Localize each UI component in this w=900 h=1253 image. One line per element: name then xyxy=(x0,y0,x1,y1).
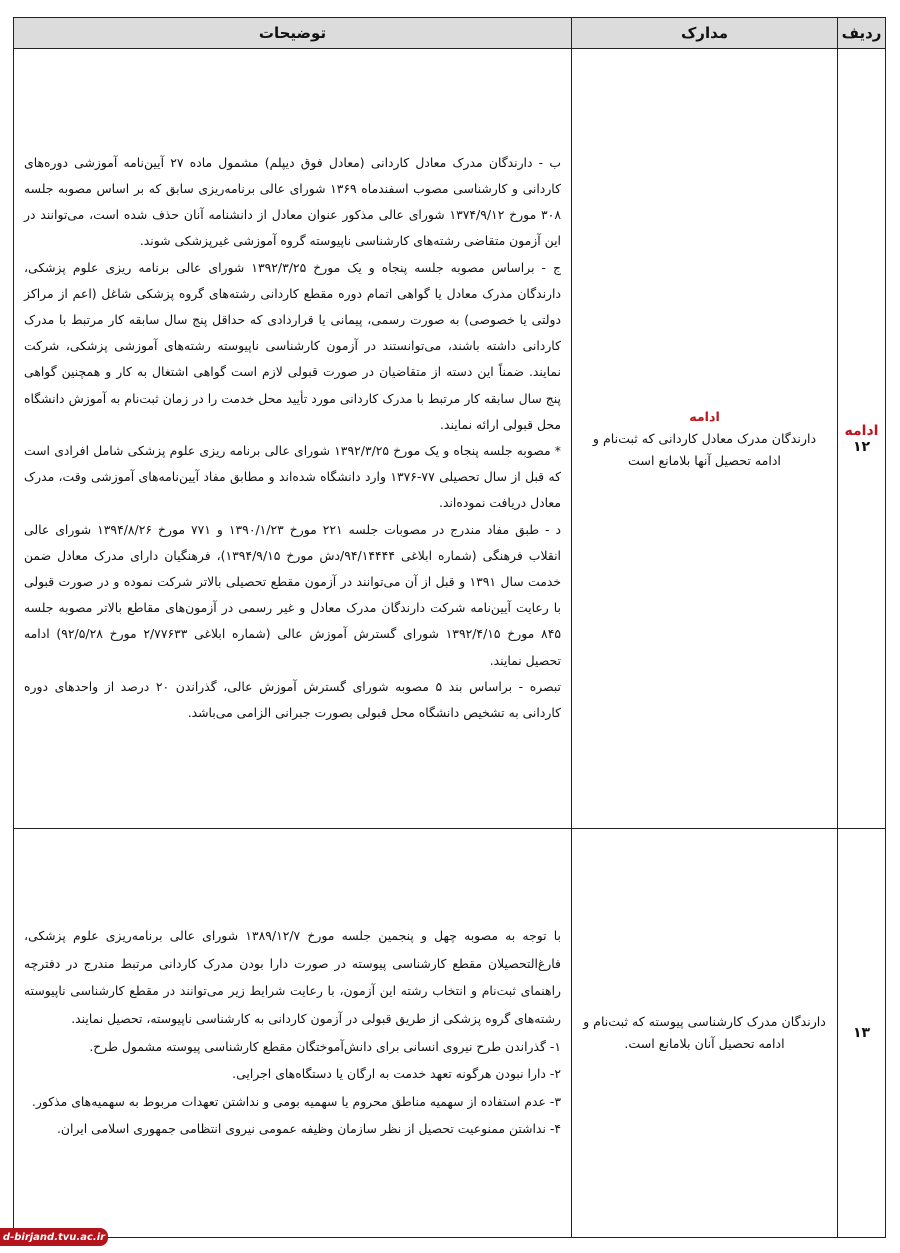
condition-2: ۲- دارا نبودن هرگونه تعهد خدمت به ارگان یا دستگاه‌های اجرایی. xyxy=(232,1066,561,1082)
documents-text: دارندگان مدرک معادل کاردانی که ثبت‌نام و ادامه تحصیل آنها بلامانع است xyxy=(592,430,817,468)
paragraph-tabsare: تبصره - براساس بند ۵ مصوبه شورای گسترش آموزش عالی، گذراندن ۲۰ درصد از واحدهای دوره کاردانی به تشخیص دانشگاه محل قبولی بصورت جبرانی الزامی می‌باشد. xyxy=(24,678,562,721)
table-header-row xyxy=(14,18,886,49)
paragraph-d: د - طبق مفاد مندرج در مصوبات جلسه ۲۲۱ مورخ ۱۳۹۰/۱/۲۳ و ۷۷۱ مورخ ۱۳۹۴/۸/۲۶ شورای عالی انقلاب فرهنگی (شماره ابلاغی ۹۴/۱۴۴۴۴/دش مورخ ۱۳۹۴/۹/۱۵)، فرهنگیان دارای مدرک معادل ضمن خدمت سال ۱۳۹۱ و قبل از آن می‌توانند در آزمون مقطع تحصیلی بالاتر شرکت نموده و در صورت قبولی با رعایت آیین‌نامه شرکت دارندگان مدرک معادل و غیر رسمی در آزمون‌های مقاطع بالاتر مصوبه جلسه ۸۴۵ مورخ ۱۳۹۲/۴/۱۵ شورای گسترش آموزش عالی (شماره ابلاغی ۲/۷۷۶۳۳ مورخ ۹۲/۵/۲۸) ادامه تحصیل نمایند. xyxy=(24,521,562,668)
header-row-number: ردیف xyxy=(838,18,886,49)
paragraph-intro: با توجه به مصوبه چهل و پنجمین جلسه مورخ ۱۳۸۹/۱۲/۷ شورای عالی برنامه‌ریزی علوم پزشکی، فارغ‌التحصیلان مقطع کارشناسی پیوسته در صورت دارا بودن مدرک کاردانی مرتبط مندرج در دفترچه راهنمای ثبت‌نام و انتخاب رشته این آزمون، با رعایت شرایط زیر می‌توانند در مقطع کارشناسی ناپیوسته رشته‌های گروه پزشکی از طریق قبولی در آزمون کاردانی به کارشناسی ناپیوسته، تحصیل نمایند. xyxy=(24,928,561,1026)
documents-cell xyxy=(572,829,838,1238)
documents-cell xyxy=(572,49,838,829)
paragraph-j: ج - براساس مصوبه جلسه پنجاه و یک مورخ ۱۳۹۲/۳/۲۵ شورای عالی برنامه ریزی علوم پزشکی، دارندگان مدرک معادل یا گواهی اتمام دوره مقطع کاردانی رشته‌های گروه پزشکی شاغل (اعم از مراکز دولتی یا خصوصی) به صورت رسمی، پیمانی یا قراردادی که حداقل پنج سال سابقه کار مرتبط با مدرک کاردانی داشته باشند، می‌توانستند در آزمون کارشناسی ناپیوسته رشته‌های آموزشی پزشکی، شرکت نمایند. ضمناً این دسته از متقاضیان در صورت قبولی لازم است گواهی اشتغال به کار و همچنین گواهی پنج سال سابقه کار مرتبط با مدرک کاردانی مورد تأیید محل خدمت را در زمان ثبت‌نام به آموزش دانشگاه محل قبولی ارائه نمایند. xyxy=(24,259,561,432)
paragraph-note: * مصوبه جلسه پنجاه و یک مورخ ۱۳۹۲/۳/۲۵ شورای عالی برنامه ریزی علوم پزشکی شامل افرادی است که قبل از سال تحصیلی ۷۷-۱۳۷۶ وارد دانشگاه شده‌اند و مطابق مفاد آیین‌نامه‌های آموزشی وقت، مدرک معادل دریافت نموده‌اند. xyxy=(24,443,561,511)
table-row-12 xyxy=(14,49,886,829)
documents-text: دارندگان مدرک کارشناسی پیوسته که ثبت‌نام و ادامه تحصیل آنان بلامانع است. xyxy=(583,1014,826,1051)
header-description: توضیحات xyxy=(14,18,572,49)
paragraph-b: ب - دارندگان مدرک معادل کاردانی (معادل فوق دیپلم) مشمول ماده ۲۷ آیین‌نامه آموزشی دوره‌های کاردانی و کارشناسی مصوب اسفندماه ۱۳۶۹ شورای عالی برنامه‌ریزی سابق که بر اساس مصوبه جلسه ۳۰۸ مورخ ۱۳۷۴/۹/۱۲ شورای عالی مذکور عنوان معادل از دانشنامه آنان حذف شده است، می‌توانند در این آزمون متقاضی رشته‌های کارشناسی ناپیوسته گروه آموزشی غیرپزشکی شوند. xyxy=(24,154,561,249)
header-documents: مدارک xyxy=(572,18,838,49)
admission-requirements-table xyxy=(13,17,886,1238)
row-number-cell xyxy=(838,49,886,829)
condition-4: ۴- نداشتن ممنوعیت تحصیل از نظر سازمان وظیفه عمومی نیروی انتظامی جمهوری اسلامی ایران. xyxy=(56,1121,561,1137)
description-cell xyxy=(14,49,572,829)
condition-3: ۳- عدم استفاده از سهمیه مناطق محروم یا سهمیه بومی و نداشتن تعهدات مربوط به سهمیه‌های مذکور. xyxy=(31,1093,561,1109)
table-row-13 xyxy=(14,829,886,1238)
site-watermark-logo: d-birjand.tvu.ac.ir xyxy=(0,1228,108,1246)
row-number-cell xyxy=(838,829,886,1238)
description-cell xyxy=(14,829,572,1238)
continued-label: ادامه xyxy=(844,422,879,439)
row-number: ۱۲ xyxy=(852,438,871,455)
continued-label: ادامه xyxy=(689,408,720,424)
row-number: ۱۳ xyxy=(852,1025,871,1041)
condition-1: ۱- گذراندن طرح نیروی انسانی برای دانش‌آموختگان مقطع کارشناسی پیوسته مشمول طرح. xyxy=(89,1038,561,1054)
